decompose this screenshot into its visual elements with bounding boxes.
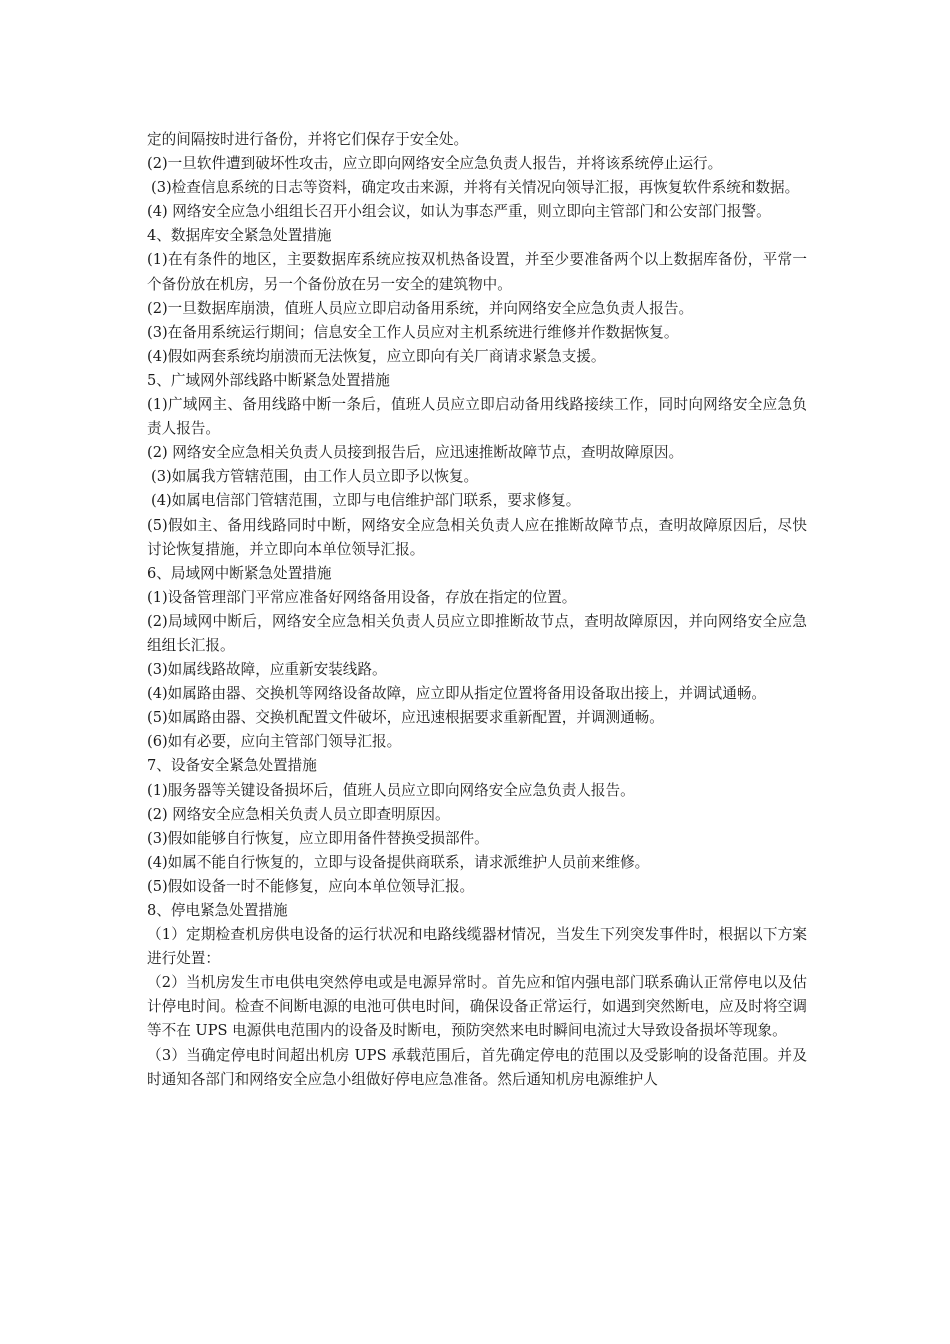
paragraph-22: 7、设备安全紧急处置措施 (147, 757, 317, 775)
paragraph-2: (3)检查信息系统的日志等资料，确定攻击来源，并将有关情况向领导汇报，再恢复软件系统和数据。 (151, 179, 800, 197)
paragraph-11: (2) 网络安全应急相关负责人员接到报告后，应迅速推断故障节点，查明故障原因。 (147, 444, 684, 462)
paragraph-16: (1)设备管理部门平常应准备好网络备用设备，存放在指定的位置。 (147, 588, 577, 606)
paragraph-12: (3)如属我方管辖范围，由工作人员立即予以恢复。 (151, 468, 479, 486)
paragraph-3: (4) 网络安全应急小组组长召开小组会议，如认为事态严重，则立即向主管部门和公安部门报警。 (147, 203, 771, 221)
paragraph-10: (1)广域网主、备用线路中断一条后，值班人员应立即启动备用线路接续工作，同时向网络安全应急负责人报告。 (147, 396, 807, 438)
paragraph-21: (6)如有必要，应向主管部门领导汇报。 (147, 733, 402, 751)
paragraph-30: （2）当机房发生市电供电突然停电或是电源异常时。首先应和馆内强电部门联系确认正常停电以及估计停电时间。检查不间断电源的电池可供电时间，确保设备正常运行，如遇到突然断电，应及时将空调等不在 UPS 电源供电范围内的设备及时断电，预防突然来电时瞬间电流过大导致设备损坏等现象。 (147, 974, 807, 1040)
paragraph-24: (2) 网络安全应急相关负责人员立即查明原因。 (147, 805, 450, 823)
paragraph-1: (2)一旦软件遭到破坏性攻击，应立即向网络安全应急负责人报告，并将该系统停止运行。 (147, 155, 723, 173)
paragraph-18: (3)如属线路故障，应重新安装线路。 (147, 661, 387, 679)
paragraph-9: 5、广域网外部线路中断紧急处置措施 (147, 371, 390, 389)
paragraph-7: (3)在备用系统运行期间；信息安全工作人员应对主机系统进行维修并作数据恢复。 (147, 323, 679, 341)
paragraph-15: 6、局域网中断紧急处置措施 (147, 564, 332, 582)
paragraph-29: （1）定期检查机房供电设备的运行状况和电路线缆器材情况，当发生下列突发事件时，根据以下方案进行处置： (147, 926, 807, 968)
paragraph-20: (5)如属路由器、交换机配置文件破坏，应迅速根据要求重新配置，并调测通畅。 (147, 709, 664, 727)
paragraph-27: (5)假如设备一时不能修复，应向本单位领导汇报。 (147, 877, 475, 895)
paragraph-31: （3）当确定停电时间超出机房 UPS 承载范围后，首先确定停电的范围以及受影响的设备范围。并及时通知各部门和网络安全应急小组做好停电应急准备。然后通知机房电源维护人 (147, 1046, 807, 1088)
paragraph-13: (4)如属电信部门管辖范围，立即与电信维护部门联系，要求修复。 (151, 492, 581, 510)
paragraph-5: (1)在有条件的地区，主要数据库系统应按双机热备设置，并至少要准备两个以上数据库备份，平常一个备份放在机房，另一个备份放在另一安全的建筑物中。 (147, 251, 807, 293)
paragraph-0: 定的间隔按时进行备份，并将它们保存于安全处。 (147, 131, 469, 148)
paragraph-25: (3)假如能够自行恢复，应立即用备件替换受损部件。 (147, 829, 489, 847)
paragraph-26: (4)如属不能自行恢复的，立即与设备提供商联系，请求派维护人员前来维修。 (147, 853, 650, 871)
paragraph-23: (1)服务器等关键设备损坏后，值班人员应立即向网络安全应急负责人报告。 (147, 781, 635, 799)
paragraph-8: (4)假如两套系统均崩溃而无法恢复，应立即向有关厂商请求紧急支援。 (147, 347, 606, 365)
paragraph-17: (2)局域网中断后，网络安全应急相关负责人员应立即推断故节点，查明故障原因，并向网络安全应急组组长汇报。 (147, 612, 807, 654)
paragraph-4: 4、数据库安全紧急处置措施 (147, 227, 332, 245)
paragraph-28: 8、停电紧急处置措施 (147, 902, 288, 919)
paragraph-14: (5)假如主、备用线路同时中断，网络安全应急相关负责人应在推断故障节点，查明故障原因后，尽快讨论恢复措施，并立即向本单位领导汇报。 (147, 516, 807, 558)
document-body (147, 128, 807, 1092)
paragraph-19: (4)如属路由器、交换机等网络设备故障，应立即从指定位置将备用设备取出接上，并调试通畅。 (147, 685, 767, 703)
paragraph-6: (2)一旦数据库崩溃，值班人员应立即启动备用系统，并向网络安全应急负责人报告。 (147, 299, 694, 317)
